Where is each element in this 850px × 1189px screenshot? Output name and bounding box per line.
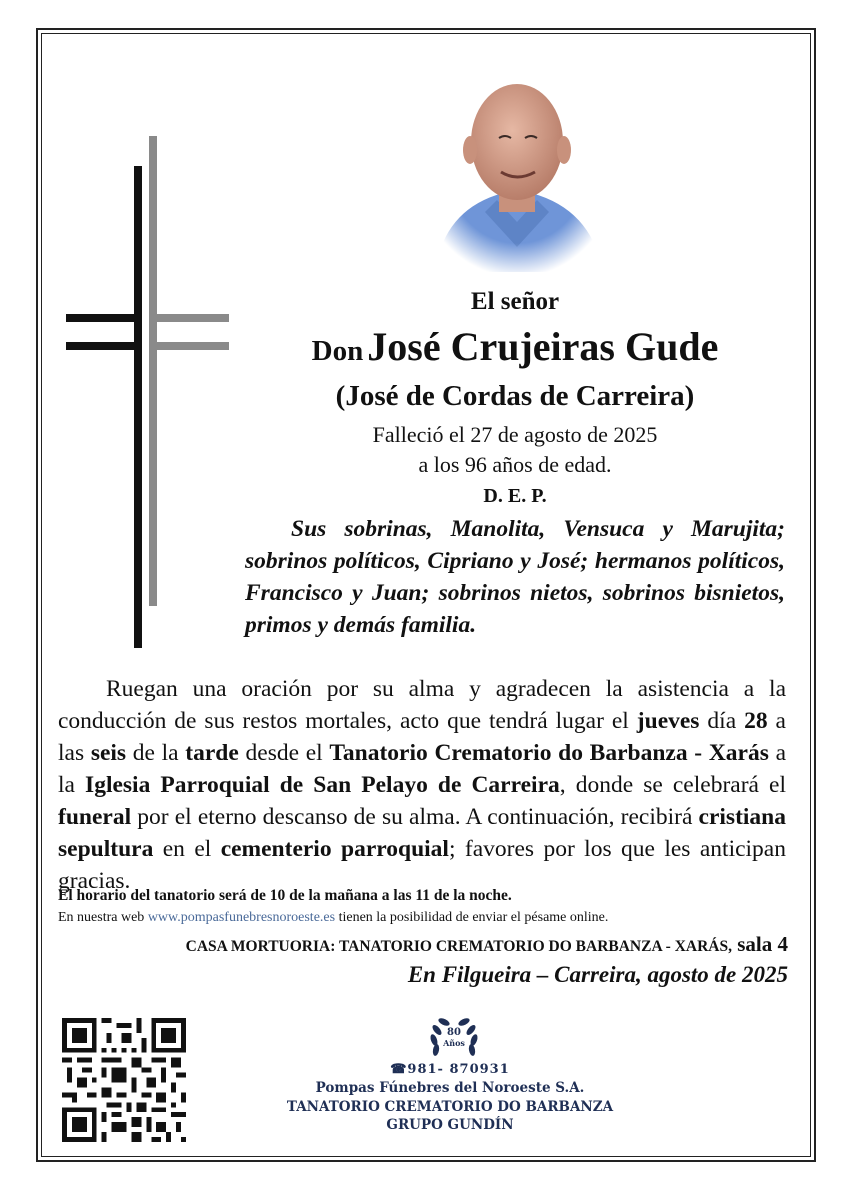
body-segment: por el eterno descanso de su alma. A continuación, recibirá bbox=[131, 804, 699, 830]
body-segment: en el bbox=[153, 836, 221, 862]
portrait-photo bbox=[425, 72, 610, 277]
website-link[interactable]: www.pompasfunebresnoroeste.es bbox=[147, 910, 336, 925]
body-segment: desde el bbox=[238, 740, 330, 766]
body-segment: ; favores por los que les anticipan gracias. bbox=[58, 836, 786, 894]
body-segment: de la bbox=[126, 740, 186, 766]
qr-code-icon[interactable] bbox=[62, 1018, 186, 1142]
deceased-name bbox=[245, 323, 785, 370]
group-name: GRUPO GUNDÍN bbox=[386, 1117, 514, 1133]
body-bold: cementerio parroquial bbox=[220, 836, 449, 862]
funeral-home-label: CASA MORTUORIA: TANATORIO CREMATORIO DO BARBANZA - XARÁS, bbox=[185, 938, 732, 955]
phone-line bbox=[250, 1062, 650, 1077]
nickname: (José de Cordas de Carreira) bbox=[335, 380, 695, 412]
laurel-wreath-icon bbox=[424, 1010, 484, 1062]
body-segment: a las bbox=[58, 708, 786, 766]
body-segment: , donde se celebrará el bbox=[559, 772, 786, 798]
ceremony-text bbox=[58, 673, 786, 897]
body-bold: cristiana sepultura bbox=[58, 804, 786, 862]
body-segment: a la bbox=[58, 740, 787, 798]
salutation: El señor bbox=[470, 288, 560, 315]
phone-number[interactable]: 981- 870931 bbox=[407, 1062, 510, 1077]
full-name: José Crujeiras Gude bbox=[367, 324, 719, 369]
web-note bbox=[58, 910, 798, 926]
web-prefix: En nuestra web bbox=[58, 910, 148, 925]
room-number: sala 4 bbox=[731, 932, 788, 956]
phone-icon: ☎ bbox=[390, 1062, 408, 1077]
logo-word: Años bbox=[443, 1038, 465, 1048]
body-bold: seis bbox=[90, 740, 127, 766]
company-name: Pompas Fúnebres del Noroeste S.A. bbox=[315, 1080, 585, 1096]
death-date: Falleció el 27 de agosto de 2025 bbox=[372, 422, 658, 447]
web-suffix: tienen la posibilidad de enviar el pésame online. bbox=[335, 910, 609, 925]
body-bold: funeral bbox=[58, 804, 132, 830]
cross-icon bbox=[60, 130, 235, 660]
family-text: Sus sobrinas, Manolita, Vensuca y Marujita; sobrinos políticos, Cipriano y José; hermanos políticos, Francisco y Juan; sobrinos nietos, sobrinos bisnietos, primos y demás familia. bbox=[245, 516, 785, 638]
honorific: Don bbox=[311, 335, 364, 367]
body-segment: día bbox=[699, 708, 745, 734]
place-date: En Filgueira – Carreira, agosto de 2025 bbox=[407, 962, 788, 987]
body-bold: tarde bbox=[185, 740, 239, 766]
schedule-text: El horario del tanatorio será de 10 de la mañana a las 11 de la noche. bbox=[58, 887, 512, 904]
logo-years: 80 bbox=[447, 1027, 461, 1038]
body-bold: 28 bbox=[744, 708, 768, 734]
body-bold: jueves bbox=[636, 708, 700, 734]
dep-abbreviation: D. E. P. bbox=[483, 485, 547, 507]
tanatorio-name: TANATORIO CREMATORIO DO BARBANZA bbox=[286, 1099, 614, 1115]
body-bold: Tanatorio Crematorio do Barbanza - Xarás bbox=[329, 740, 769, 766]
funeral-home-line bbox=[186, 932, 788, 957]
age: a los 96 años de edad. bbox=[418, 452, 612, 477]
body-bold: Iglesia Parroquial de San Pelayo de Carreira bbox=[85, 772, 560, 798]
body-segment: Ruegan una oración por su alma y agradecen la asistencia a la conducción de sus restos mortales, acto que tendrá lugar el bbox=[58, 676, 786, 734]
